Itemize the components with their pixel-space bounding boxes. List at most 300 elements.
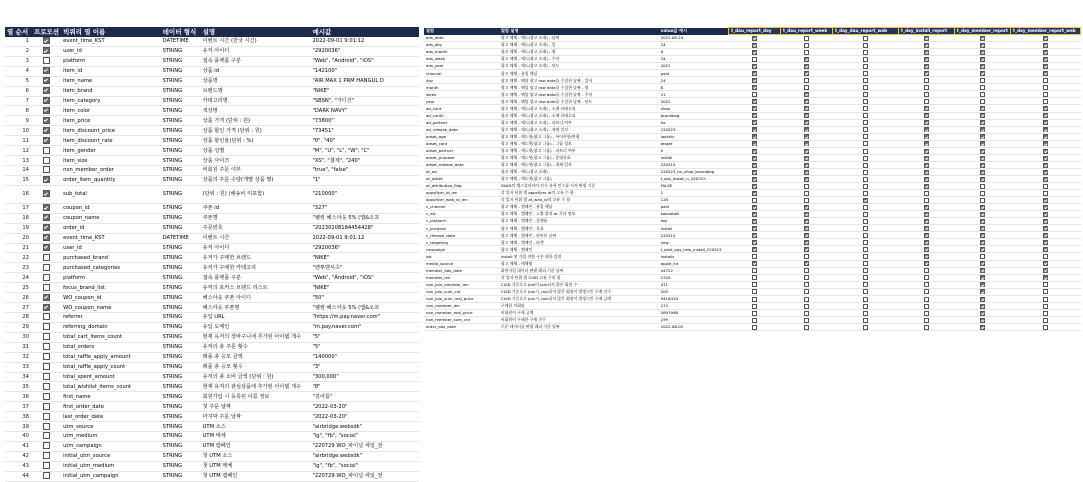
checkbox[interactable] <box>804 43 809 48</box>
checkbox[interactable] <box>804 184 809 189</box>
checkbox[interactable] <box>1043 282 1048 287</box>
checkbox[interactable] <box>804 170 809 175</box>
checkbox[interactable] <box>924 325 929 330</box>
checkbox[interactable] <box>43 403 50 410</box>
checkbox[interactable] <box>924 64 929 69</box>
checkbox[interactable] <box>43 57 50 64</box>
checkbox[interactable] <box>863 141 868 146</box>
checkbox[interactable] <box>924 50 929 55</box>
checkbox[interactable] <box>1043 318 1048 323</box>
checkbox[interactable] <box>863 149 868 154</box>
checkbox[interactable] <box>804 212 809 217</box>
checkbox[interactable] <box>980 156 985 161</box>
checkbox[interactable] <box>1043 71 1048 76</box>
checkbox[interactable] <box>924 85 929 90</box>
checkbox[interactable] <box>863 170 868 175</box>
checkbox[interactable] <box>804 141 809 146</box>
checkbox[interactable] <box>863 78 868 83</box>
checkbox[interactable] <box>863 254 868 259</box>
checkbox[interactable] <box>980 141 985 146</box>
checkbox[interactable] <box>1043 289 1048 294</box>
checkbox[interactable] <box>924 205 929 210</box>
checkbox[interactable] <box>980 275 985 280</box>
checkbox[interactable] <box>863 240 868 245</box>
checkbox[interactable] <box>980 120 985 125</box>
checkbox[interactable] <box>1043 261 1048 266</box>
checkbox[interactable] <box>980 247 985 252</box>
checkbox[interactable] <box>43 47 50 54</box>
checkbox[interactable] <box>43 373 50 380</box>
checkbox[interactable] <box>924 43 929 48</box>
checkbox[interactable] <box>863 50 868 55</box>
checkbox[interactable] <box>752 205 757 210</box>
checkbox[interactable] <box>980 261 985 266</box>
checkbox[interactable] <box>752 50 757 55</box>
checkbox[interactable] <box>43 284 50 291</box>
checkbox[interactable] <box>1043 64 1048 69</box>
checkbox[interactable] <box>1043 149 1048 154</box>
checkbox[interactable] <box>804 226 809 231</box>
checkbox[interactable] <box>980 268 985 273</box>
checkbox[interactable] <box>752 318 757 323</box>
checkbox[interactable] <box>924 318 929 323</box>
checkbox[interactable] <box>924 149 929 154</box>
checkbox[interactable] <box>924 184 929 189</box>
checkbox[interactable] <box>804 247 809 252</box>
checkbox[interactable] <box>863 71 868 76</box>
checkbox[interactable] <box>752 78 757 83</box>
checkbox[interactable] <box>43 313 50 320</box>
checkbox[interactable] <box>804 127 809 132</box>
checkbox[interactable] <box>980 212 985 217</box>
checkbox[interactable] <box>43 343 50 350</box>
checkbox[interactable] <box>980 127 985 132</box>
checkbox[interactable] <box>863 261 868 266</box>
checkbox[interactable] <box>43 244 50 251</box>
checkbox[interactable] <box>804 78 809 83</box>
checkbox[interactable] <box>804 297 809 302</box>
checkbox[interactable] <box>1043 127 1048 132</box>
checkbox[interactable] <box>752 120 757 125</box>
checkbox[interactable] <box>43 383 50 390</box>
checkbox[interactable] <box>980 92 985 97</box>
checkbox[interactable] <box>804 268 809 273</box>
checkbox[interactable] <box>924 113 929 118</box>
checkbox[interactable] <box>924 134 929 139</box>
checkbox[interactable] <box>980 64 985 69</box>
checkbox[interactable] <box>1043 36 1048 41</box>
checkbox[interactable] <box>980 254 985 259</box>
checkbox[interactable] <box>924 261 929 266</box>
checkbox[interactable] <box>924 120 929 125</box>
checkbox[interactable] <box>43 432 50 439</box>
checkbox[interactable] <box>752 170 757 175</box>
checkbox[interactable] <box>1043 43 1048 48</box>
checkbox[interactable] <box>43 37 50 44</box>
checkbox[interactable] <box>752 64 757 69</box>
checkbox[interactable] <box>1043 268 1048 273</box>
checkbox[interactable] <box>980 297 985 302</box>
checkbox[interactable] <box>924 92 929 97</box>
checkbox[interactable] <box>804 233 809 238</box>
checkbox[interactable] <box>924 297 929 302</box>
checkbox[interactable] <box>924 36 929 41</box>
checkbox[interactable] <box>924 240 929 245</box>
checkbox[interactable] <box>863 127 868 132</box>
checkbox[interactable] <box>980 184 985 189</box>
checkbox[interactable] <box>752 219 757 224</box>
checkbox[interactable] <box>1043 304 1048 309</box>
checkbox[interactable] <box>924 141 929 146</box>
checkbox[interactable] <box>980 78 985 83</box>
checkbox[interactable] <box>43 117 50 124</box>
checkbox[interactable] <box>863 233 868 238</box>
checkbox[interactable] <box>1043 141 1048 146</box>
checkbox[interactable] <box>1043 198 1048 203</box>
row-number: 5 <box>5 76 32 86</box>
checkbox[interactable] <box>924 212 929 217</box>
checkbox[interactable] <box>43 77 50 84</box>
checkbox[interactable] <box>863 163 868 168</box>
checkbox[interactable] <box>752 247 757 252</box>
checkbox[interactable] <box>804 240 809 245</box>
checkbox[interactable] <box>980 304 985 309</box>
checkbox[interactable] <box>863 212 868 217</box>
checkbox[interactable] <box>863 198 868 203</box>
checkbox[interactable] <box>1043 233 1048 238</box>
checkbox[interactable] <box>43 157 50 164</box>
checkbox[interactable] <box>804 219 809 224</box>
checkbox[interactable] <box>863 177 868 182</box>
column-name: c_channel <box>424 204 499 211</box>
checkbox[interactable] <box>752 226 757 231</box>
checkbox[interactable] <box>980 219 985 224</box>
checkbox[interactable] <box>1043 184 1048 189</box>
checkbox[interactable] <box>804 134 809 139</box>
checkbox[interactable] <box>863 268 868 273</box>
checkbox[interactable] <box>752 212 757 217</box>
checkbox[interactable] <box>863 219 868 224</box>
checkbox[interactable] <box>863 64 868 69</box>
checkbox[interactable] <box>1043 50 1048 55</box>
checkbox[interactable] <box>863 134 868 139</box>
checkbox[interactable] <box>1043 57 1048 62</box>
checkbox[interactable] <box>980 318 985 323</box>
checkbox[interactable] <box>924 289 929 294</box>
checkbox[interactable] <box>804 36 809 41</box>
checkbox[interactable] <box>43 127 50 134</box>
checkbox[interactable] <box>43 333 50 340</box>
checkbox[interactable] <box>924 191 929 196</box>
checkbox[interactable] <box>752 304 757 309</box>
checkbox[interactable] <box>980 233 985 238</box>
checkbox[interactable] <box>43 264 50 271</box>
checkbox[interactable] <box>804 318 809 323</box>
checkbox[interactable] <box>43 137 50 144</box>
checkbox[interactable] <box>752 163 757 168</box>
checkbox[interactable] <box>863 325 868 330</box>
checkbox[interactable] <box>1043 275 1048 280</box>
checkbox[interactable] <box>863 275 868 280</box>
checkbox[interactable] <box>752 198 757 203</box>
checkbox[interactable] <box>924 219 929 224</box>
checkbox[interactable] <box>1043 240 1048 245</box>
checkbox[interactable] <box>863 43 868 48</box>
checkbox[interactable] <box>752 127 757 132</box>
checkbox[interactable] <box>863 106 868 111</box>
checkbox[interactable] <box>752 191 757 196</box>
checkbox[interactable] <box>1043 226 1048 231</box>
checkbox[interactable] <box>804 113 809 118</box>
checkbox[interactable] <box>752 99 757 104</box>
checkbox[interactable] <box>1043 85 1048 90</box>
checkbox[interactable] <box>980 36 985 41</box>
column-description: 쿠폰명 <box>201 213 311 223</box>
checkbox[interactable] <box>980 289 985 294</box>
checkbox[interactable] <box>43 462 50 469</box>
checkbox[interactable] <box>752 71 757 76</box>
checkbox[interactable] <box>804 261 809 266</box>
checkbox[interactable] <box>924 311 929 316</box>
checkbox[interactable] <box>863 85 868 90</box>
checkbox[interactable] <box>752 149 757 154</box>
checkbox[interactable] <box>980 149 985 154</box>
checkbox[interactable] <box>804 71 809 76</box>
checkbox[interactable] <box>980 163 985 168</box>
checkbox[interactable] <box>43 204 50 211</box>
checkbox[interactable] <box>43 214 50 221</box>
checkbox[interactable] <box>752 311 757 316</box>
checkbox[interactable] <box>43 294 50 301</box>
checkbox[interactable] <box>980 99 985 104</box>
checkbox[interactable] <box>804 64 809 69</box>
checkbox[interactable] <box>1043 92 1048 97</box>
checkbox[interactable] <box>980 311 985 316</box>
checkbox[interactable] <box>804 57 809 62</box>
checkbox[interactable] <box>863 57 868 62</box>
checkbox[interactable] <box>43 452 50 459</box>
checkbox[interactable] <box>752 297 757 302</box>
checkbox[interactable] <box>1043 99 1048 104</box>
checkbox[interactable] <box>980 226 985 231</box>
checkbox[interactable] <box>924 156 929 161</box>
checkbox[interactable] <box>863 247 868 252</box>
checkbox[interactable] <box>1043 325 1048 330</box>
checkbox[interactable] <box>752 275 757 280</box>
column-description: 광고 매체 - 애드셋(광고 그룹) - 파트너 여부 <box>499 147 659 154</box>
checkbox[interactable] <box>924 226 929 231</box>
checkbox[interactable] <box>924 233 929 238</box>
checkbox[interactable] <box>980 50 985 55</box>
checkbox[interactable] <box>752 177 757 182</box>
checkbox[interactable] <box>43 393 50 400</box>
checkbox[interactable] <box>752 106 757 111</box>
checkbox[interactable] <box>804 205 809 210</box>
checkbox[interactable] <box>804 304 809 309</box>
checkbox[interactable] <box>980 240 985 245</box>
checkbox[interactable] <box>980 43 985 48</box>
checkbox[interactable] <box>43 176 50 183</box>
checkbox[interactable] <box>863 226 868 231</box>
checkbox[interactable] <box>804 149 809 154</box>
checkbox[interactable] <box>804 99 809 104</box>
checkbox[interactable] <box>980 71 985 76</box>
checkbox[interactable] <box>752 36 757 41</box>
checkbox[interactable] <box>1043 191 1048 196</box>
checkbox[interactable] <box>804 163 809 168</box>
checkbox[interactable] <box>752 113 757 118</box>
checkbox[interactable] <box>43 304 50 311</box>
checkbox[interactable] <box>980 205 985 210</box>
checkbox[interactable] <box>804 198 809 203</box>
checkbox[interactable] <box>804 106 809 111</box>
checkbox[interactable] <box>924 177 929 182</box>
checkbox[interactable] <box>752 282 757 287</box>
checkbox[interactable] <box>752 134 757 139</box>
checkbox[interactable] <box>804 275 809 280</box>
checkbox[interactable] <box>43 254 50 261</box>
checkbox[interactable] <box>924 106 929 111</box>
checkbox[interactable] <box>924 170 929 175</box>
checkbox[interactable] <box>1043 163 1048 168</box>
checkbox[interactable] <box>1043 78 1048 83</box>
checkbox[interactable] <box>1043 177 1048 182</box>
checkbox[interactable] <box>43 166 50 173</box>
checkbox[interactable] <box>980 198 985 203</box>
checkbox[interactable] <box>43 423 50 430</box>
checkbox[interactable] <box>804 120 809 125</box>
checkbox[interactable] <box>980 113 985 118</box>
checkbox[interactable] <box>924 268 929 273</box>
checkbox[interactable] <box>924 275 929 280</box>
checkbox[interactable] <box>1043 247 1048 252</box>
checkbox[interactable] <box>980 106 985 111</box>
checkbox[interactable] <box>1043 170 1048 175</box>
checkbox[interactable] <box>43 472 50 479</box>
checkbox[interactable] <box>924 282 929 287</box>
checkbox[interactable] <box>752 289 757 294</box>
checkbox[interactable] <box>980 134 985 139</box>
checkbox[interactable] <box>863 120 868 125</box>
checkbox[interactable] <box>752 156 757 161</box>
checkbox[interactable] <box>804 325 809 330</box>
checkbox[interactable] <box>980 325 985 330</box>
checkbox[interactable] <box>752 85 757 90</box>
checkbox[interactable] <box>1043 205 1048 210</box>
checkbox[interactable] <box>980 177 985 182</box>
checkbox[interactable] <box>863 36 868 41</box>
checkbox[interactable] <box>1043 113 1048 118</box>
checkbox[interactable] <box>863 99 868 104</box>
checkbox[interactable] <box>924 57 929 62</box>
checkbox[interactable] <box>752 57 757 62</box>
checkbox[interactable] <box>980 282 985 287</box>
checkbox[interactable] <box>863 297 868 302</box>
checkbox[interactable] <box>1043 212 1048 217</box>
checkbox[interactable] <box>752 141 757 146</box>
checkbox[interactable] <box>980 57 985 62</box>
checkbox[interactable] <box>804 282 809 287</box>
checkbox[interactable] <box>924 99 929 104</box>
checkbox[interactable] <box>43 107 50 114</box>
checkbox[interactable] <box>804 92 809 97</box>
checkbox[interactable] <box>752 240 757 245</box>
checkbox[interactable] <box>1043 120 1048 125</box>
checkbox[interactable] <box>924 198 929 203</box>
checkbox[interactable] <box>43 323 50 330</box>
checkbox[interactable] <box>752 254 757 259</box>
checkbox[interactable] <box>1043 156 1048 161</box>
checkbox[interactable] <box>863 191 868 196</box>
checkbox[interactable] <box>863 156 868 161</box>
checkbox[interactable] <box>980 170 985 175</box>
checkbox[interactable] <box>752 261 757 266</box>
checkbox[interactable] <box>863 304 868 309</box>
checkbox[interactable] <box>43 190 50 197</box>
checkbox[interactable] <box>43 353 50 360</box>
checkbox[interactable] <box>863 92 868 97</box>
checkbox[interactable] <box>1043 311 1048 316</box>
checkbox[interactable] <box>980 191 985 196</box>
checkbox[interactable] <box>924 304 929 309</box>
checkbox[interactable] <box>43 147 50 154</box>
checkbox[interactable] <box>863 282 868 287</box>
checkbox[interactable] <box>924 254 929 259</box>
checkbox[interactable] <box>924 127 929 132</box>
checkbox[interactable] <box>43 413 50 420</box>
checkbox[interactable] <box>924 163 929 168</box>
checkbox[interactable] <box>863 205 868 210</box>
checkbox[interactable] <box>1043 219 1048 224</box>
checkbox[interactable] <box>43 67 50 74</box>
checkbox[interactable] <box>752 233 757 238</box>
checkbox[interactable] <box>924 71 929 76</box>
checkbox[interactable] <box>43 274 50 281</box>
checkbox[interactable] <box>43 442 50 449</box>
checkbox[interactable] <box>804 156 809 161</box>
checkbox[interactable] <box>924 78 929 83</box>
checkbox[interactable] <box>804 254 809 259</box>
checkbox[interactable] <box>1043 134 1048 139</box>
checkbox[interactable] <box>43 363 50 370</box>
checkbox[interactable] <box>804 191 809 196</box>
checkbox[interactable] <box>804 85 809 90</box>
checkbox[interactable] <box>43 224 50 231</box>
checkbox[interactable] <box>804 289 809 294</box>
checkbox[interactable] <box>804 311 809 316</box>
checkbox[interactable] <box>43 97 50 104</box>
checkbox[interactable] <box>804 50 809 55</box>
checkbox[interactable] <box>752 184 757 189</box>
checkbox[interactable] <box>863 318 868 323</box>
checkbox[interactable] <box>43 234 50 241</box>
checkbox[interactable] <box>752 92 757 97</box>
checkbox[interactable] <box>863 184 868 189</box>
checkbox[interactable] <box>1043 297 1048 302</box>
checkbox[interactable] <box>804 177 809 182</box>
checkbox[interactable] <box>863 113 868 118</box>
checkbox[interactable] <box>752 43 757 48</box>
checkbox[interactable] <box>863 311 868 316</box>
checkbox[interactable] <box>43 87 50 94</box>
checkbox[interactable] <box>1043 254 1048 259</box>
checkbox[interactable] <box>924 247 929 252</box>
checkbox[interactable] <box>1043 106 1048 111</box>
checkbox[interactable] <box>980 85 985 90</box>
checkbox[interactable] <box>863 289 868 294</box>
checkbox[interactable] <box>752 268 757 273</box>
checkbox[interactable] <box>752 325 757 330</box>
